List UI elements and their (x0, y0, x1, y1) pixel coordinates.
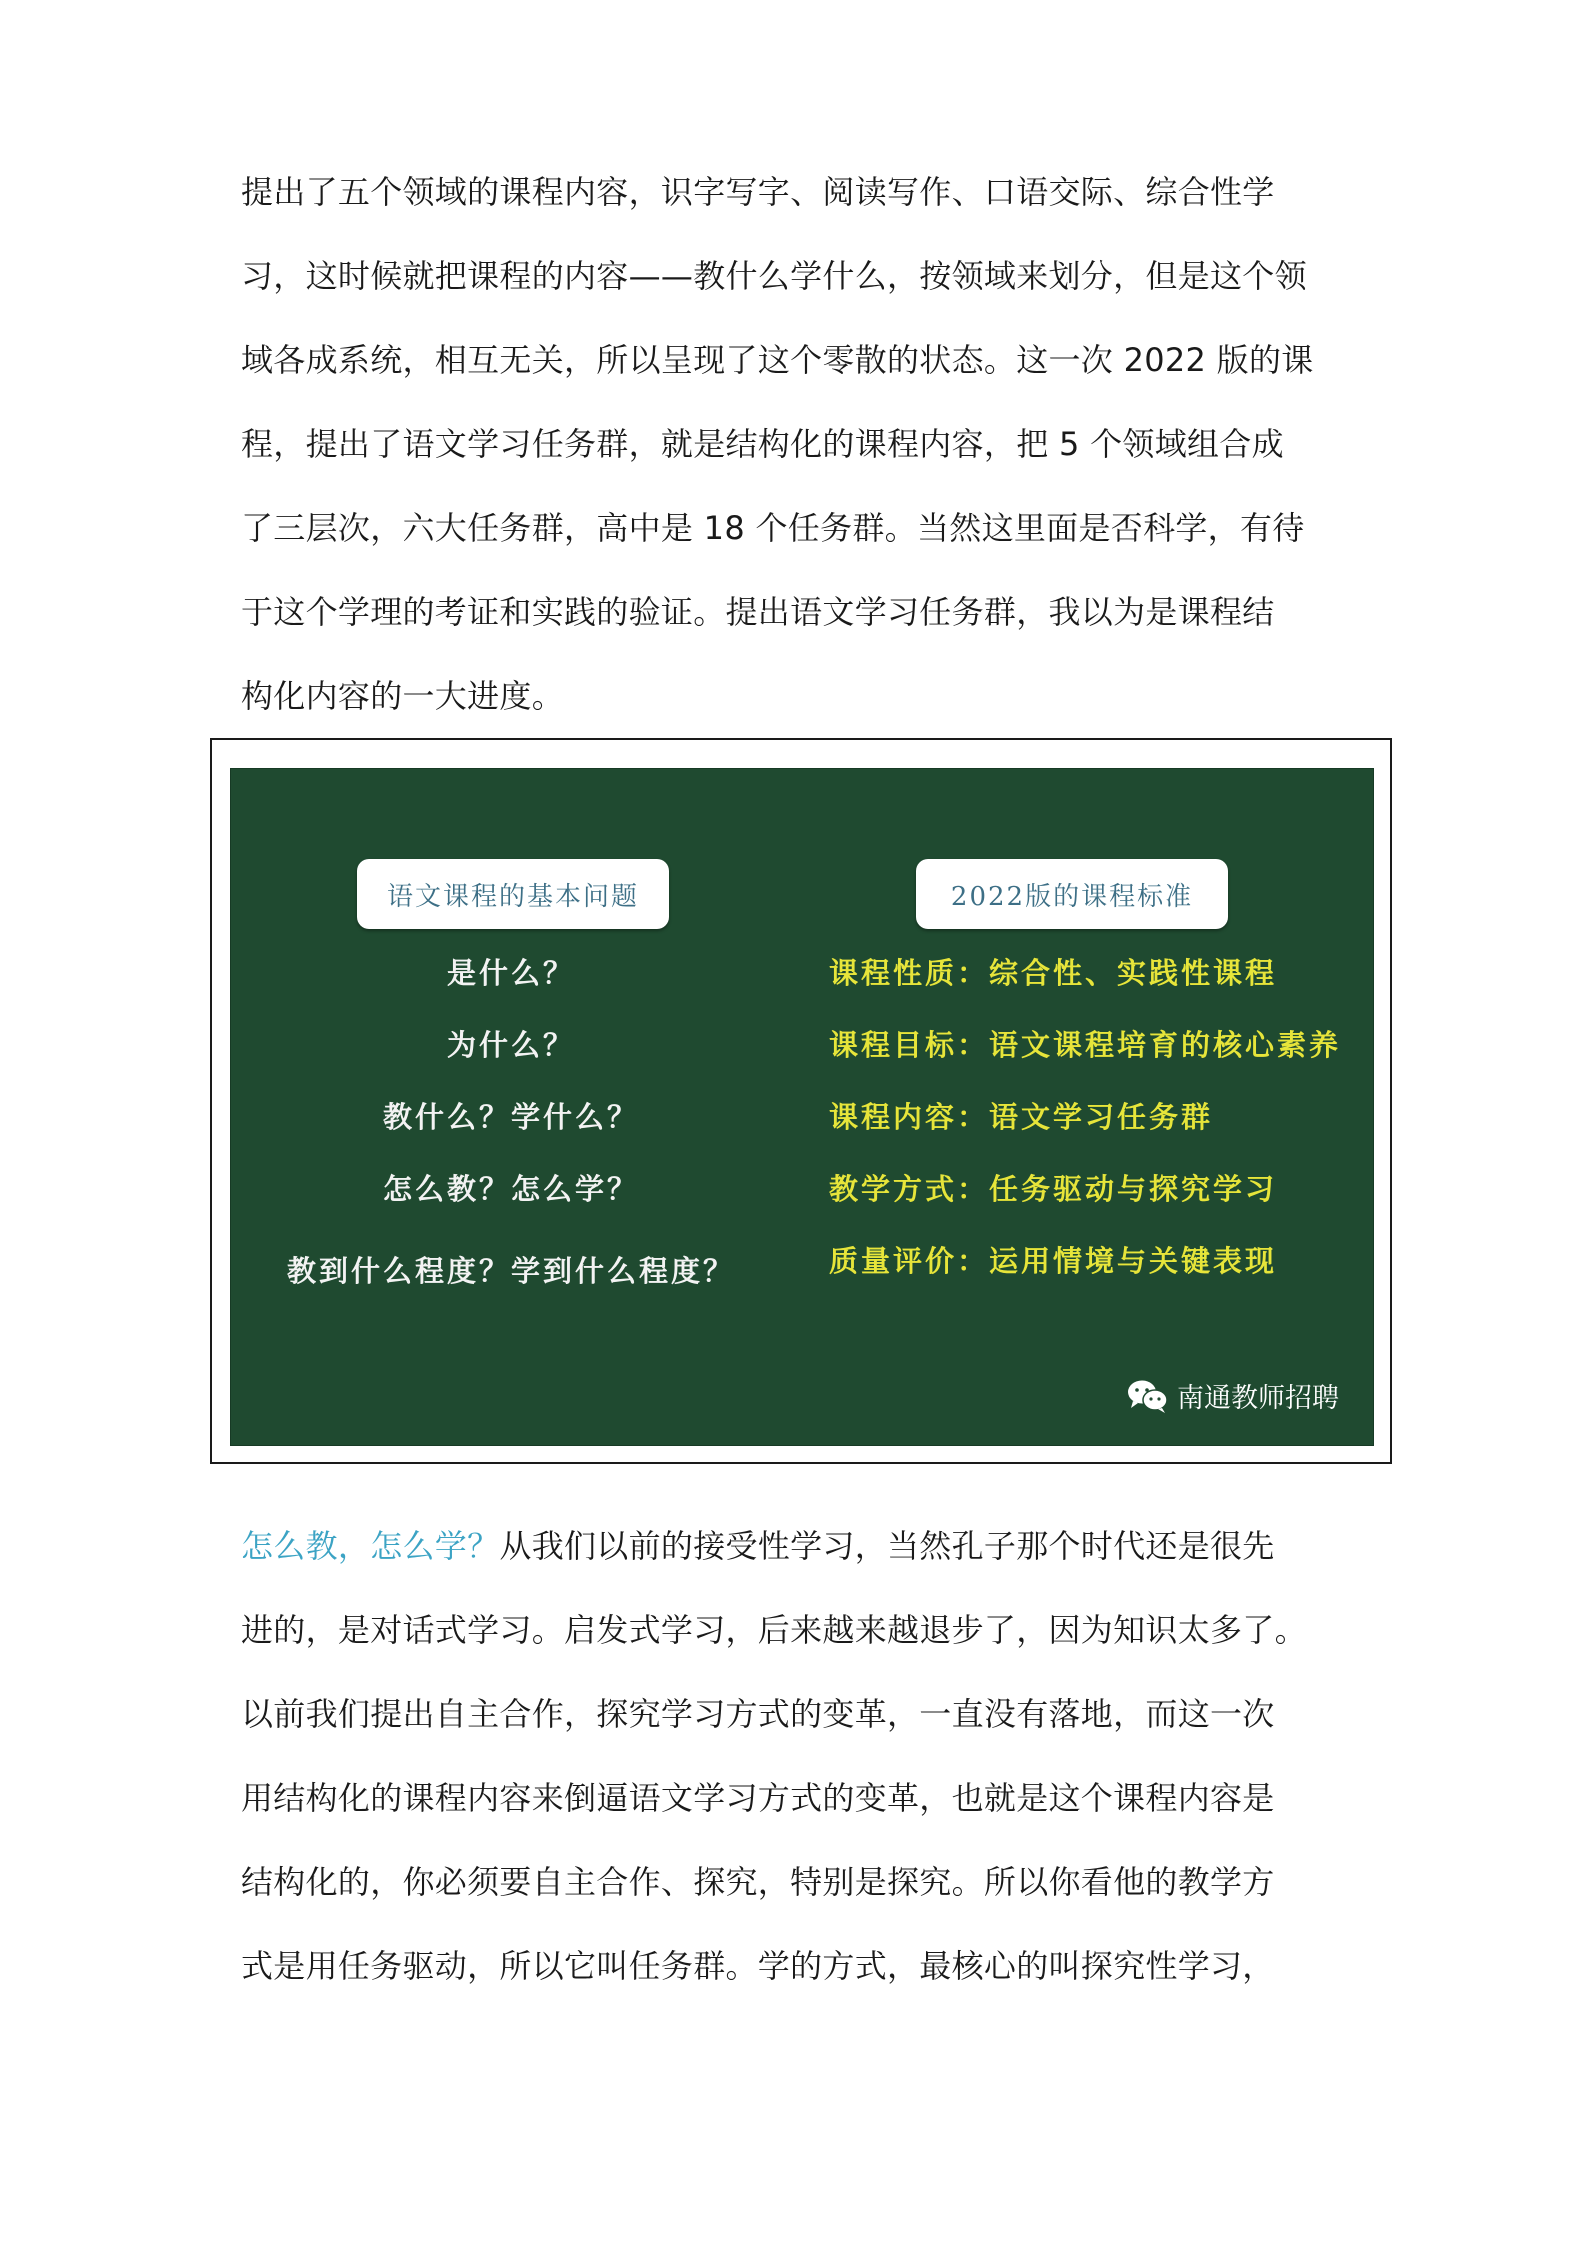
paragraph-line: 构化内容的一大进度。 (241, 677, 565, 715)
paragraph-2 (241, 1504, 1361, 2008)
paragraph-line: 习，这时候就把课程的内容——教什么学什么，按领域来划分，但是这个领 (241, 257, 1307, 295)
paragraph-line: 程，提出了语文学习任务群，就是结构化的课程内容，把 5 个领域组合成 (241, 425, 1284, 463)
answer-item: 教学方式：任务驱动与探究学习 (829, 1172, 1278, 1206)
answer-item: 课程目标：语文课程培育的核心素养 (829, 1028, 1342, 1062)
paragraph-line: 以前我们提出自主合作，探究学习方式的变革，一直没有落地，而这一次 (241, 1695, 1275, 1733)
answer-item: 质量评价：运用情境与关键表现 (829, 1244, 1278, 1278)
question-item: 教到什么程度？学到什么程度？ (286, 1254, 735, 1288)
paragraph-line: 式是用任务驱动，所以它叫任务群。学的方式，最核心的叫探究性学习， (241, 1947, 1275, 1985)
paragraph-1 (241, 150, 1361, 738)
paragraph-line (241, 1504, 1361, 1588)
answer-list (829, 937, 1341, 1297)
paragraph-line: 了三层次，六大任务群，高中是 18 个任务群。当然这里面是否科学，有待 (241, 509, 1305, 547)
right-header-card: 2022版的课程标准 (916, 859, 1228, 929)
watermark-text: 南通教师招聘 (1177, 1383, 1339, 1414)
left-header-card: 语文课程的基本问题 (357, 859, 669, 929)
highlighted-question: 怎么教，怎么学？ (241, 1527, 500, 1565)
wechat-watermark (1127, 1376, 1339, 1415)
question-item: 怎么教？怎么学？ (382, 1172, 639, 1206)
wechat-icon (1127, 1378, 1169, 1414)
answer-item: 课程性质：综合性、实践性课程 (829, 956, 1278, 990)
figure-frame (210, 738, 1392, 1464)
paragraph-line: 用结构化的课程内容来倒逼语文学习方式的变革，也就是这个课程内容是 (241, 1779, 1275, 1817)
answer-item: 课程内容：语文学习任务群 (829, 1100, 1214, 1134)
paragraph-line-text: 从我们以前的接受性学习，当然孔子那个时代还是很先 (499, 1527, 1275, 1565)
question-item: 为什么？ (446, 1028, 575, 1062)
chalkboard-image (230, 768, 1374, 1446)
paragraph-line: 提出了五个领域的课程内容，识字写字、阅读写作、口语交际、综合性学 (241, 173, 1275, 211)
question-item: 教什么？学什么？ (382, 1100, 639, 1134)
paragraph-line: 域各成系统，相互无关，所以呈现了这个零散的状态。这一次 2022 版的课 (241, 341, 1314, 379)
question-item: 是什么？ (446, 956, 575, 990)
paragraph-line: 进的，是对话式学习。启发式学习，后来越来越退步了，因为知识太多了。 (241, 1611, 1307, 1649)
paragraph-line: 于这个学理的考证和实践的验证。提出语文学习任务群，我以为是课程结 (241, 593, 1275, 631)
question-list (231, 937, 791, 1307)
paragraph-line: 结构化的，你必须要自主合作、探究，特别是探究。所以你看他的教学方 (241, 1863, 1275, 1901)
